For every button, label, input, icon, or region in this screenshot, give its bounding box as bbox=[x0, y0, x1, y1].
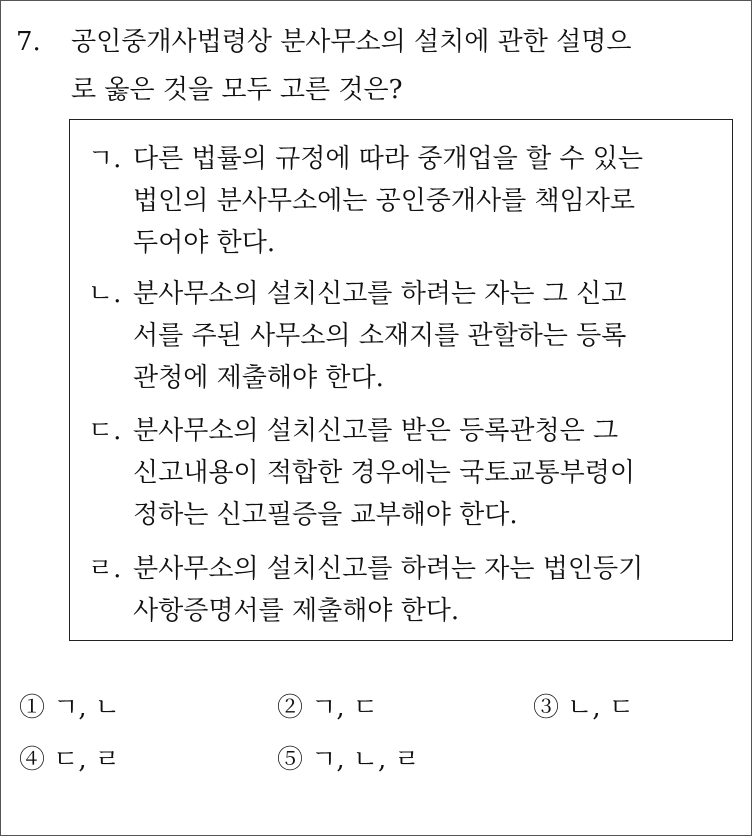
choice-2[interactable]: ② ㄱ, ㄷ bbox=[277, 693, 379, 723]
statement-line: 다른 법률의 규정에 따라 중개업을 할 수 있는 bbox=[133, 144, 643, 174]
statement-marker: ㄴ. bbox=[88, 279, 122, 309]
choice-1[interactable]: ① ㄱ, ㄴ bbox=[19, 693, 121, 723]
statement-line: 사항증명서를 제출해야 한다. bbox=[133, 596, 460, 626]
statement-line: 정하는 신고필증을 교부해야 한다. bbox=[133, 500, 518, 530]
statement-line: 서를 주된 사무소의 소재지를 관할하는 등록 bbox=[133, 321, 627, 351]
question-number: 7. bbox=[16, 27, 41, 57]
statement-line: 관청에 제출해야 한다. bbox=[133, 363, 384, 393]
choice-5[interactable]: ⑤ ㄱ, ㄴ, ㄹ bbox=[277, 745, 420, 775]
choice-4[interactable]: ④ ㄷ, ㄹ bbox=[19, 745, 121, 775]
statement-line: 분사무소의 설치신고를 받은 등록관청은 그 bbox=[133, 416, 619, 446]
statements-box bbox=[69, 119, 733, 641]
statement-line: 분사무소의 설치신고를 하려는 자는 그 신고 bbox=[133, 279, 627, 309]
statement-line: 신고내용이 적합한 경우에는 국토교통부령이 bbox=[133, 458, 635, 488]
statement-line: 분사무소의 설치신고를 하려는 자는 법인등기 bbox=[133, 554, 644, 584]
statement-marker: ㄱ. bbox=[88, 144, 122, 174]
question-text-line-1: 공인중개사법령상 분사무소의 설치에 관한 설명으 bbox=[71, 27, 632, 57]
statement-line: 법인의 분사무소에는 공인중개사를 책임자로 bbox=[133, 186, 635, 216]
question-text-line-2: 로 옳은 것을 모두 고른 것은? bbox=[71, 75, 403, 105]
statement-marker: ㄹ. bbox=[88, 554, 122, 584]
choice-3[interactable]: ③ ㄴ, ㄷ bbox=[533, 693, 635, 723]
statement-line: 두어야 한다. bbox=[133, 228, 276, 258]
statement-marker: ㄷ. bbox=[88, 416, 122, 446]
